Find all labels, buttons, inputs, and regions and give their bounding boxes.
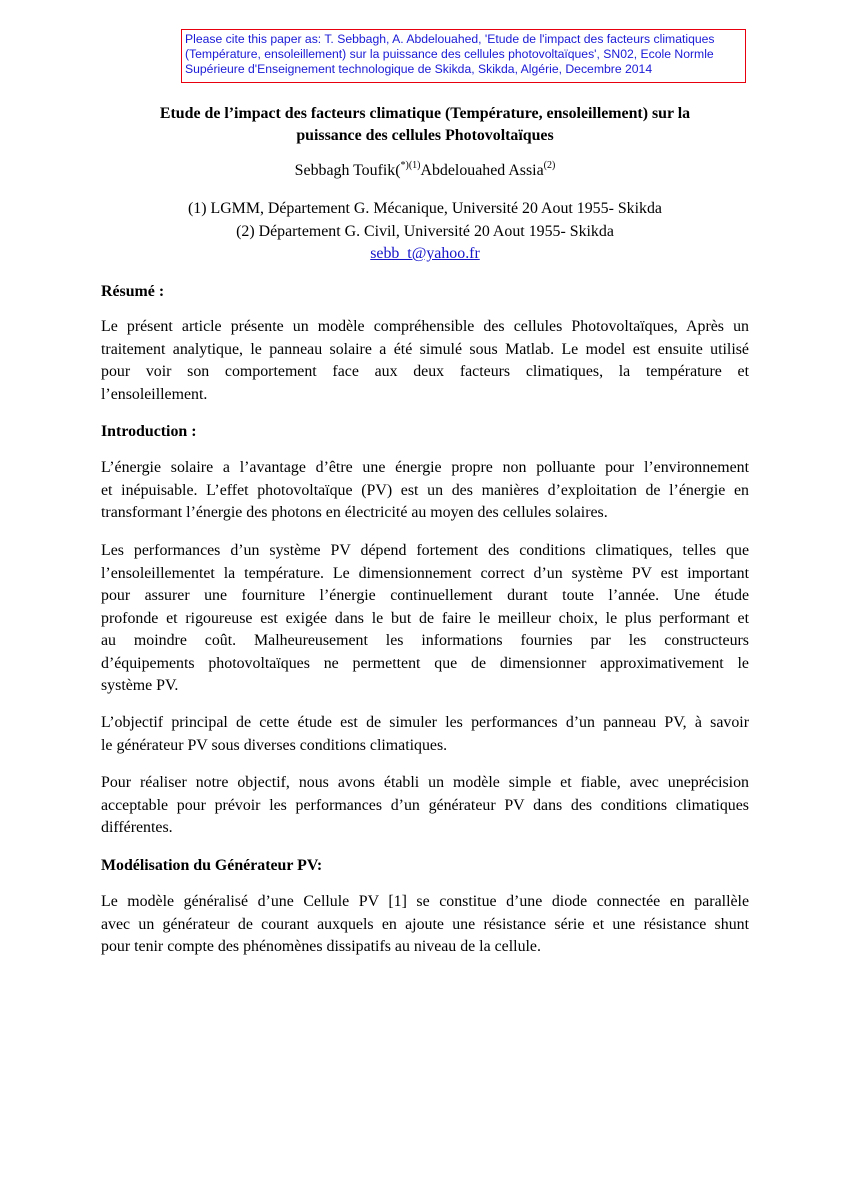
section-heading-introduction: Introduction :	[101, 423, 197, 440]
text-line: Le présent article présente un modèle compréhensible des cellules Photovoltaïques, Après un	[101, 318, 749, 335]
resume-paragraph	[101, 316, 749, 406]
text-line: le générateur PV sous diverses conditions climatiques.	[101, 736, 448, 754]
citation-notice	[181, 29, 746, 83]
text-line: pour voir son comportement face aux deux facteurs climatiques, la température et	[101, 363, 749, 380]
citation-line: (Température, ensoleillement) sur la puissance des cellules photovoltaïques', SN02, Ecole Normle	[185, 47, 714, 61]
text-line: l’ensoleillementet la température. Le dimensionnement correct d’un système PV est important	[101, 564, 749, 582]
affiliation-line: (2) Département G. Civil, Université 20 Aout 1955- Skikda	[236, 222, 614, 240]
text-line: L’objectif principal de cette étude est de simuler les performances d’un panneau PV, à savoir	[101, 714, 749, 731]
text-line: pour tenir compte des phénomènes dissipatifs au niveau de la cellule.	[101, 938, 541, 955]
affiliations	[100, 198, 750, 266]
section-heading-resume: Résumé :	[101, 283, 165, 300]
text-line: l’ensoleillement.	[101, 385, 208, 403]
author-list	[100, 160, 750, 184]
text-line: avec un générateur de courant auxquels en ajoute une résistance série et une résistance shunt	[101, 915, 749, 933]
text-line: traitement analytique, le panneau solaire a été simulé sous Matlab. Le model est ensuite utilisé	[101, 340, 749, 358]
text-line: L’énergie solaire a l’avantage d’être une énergie propre non polluante pour l’environnement	[101, 459, 749, 476]
author-name: Abdelouahed Assia	[420, 162, 544, 179]
introduction-paragraph	[101, 540, 749, 698]
text-line: Les performances d’un système PV dépend fortement des conditions climatiques, telles que	[101, 542, 749, 559]
text-line: différentes.	[101, 819, 173, 836]
introduction-paragraph	[101, 457, 749, 525]
affiliation-line: (1) LGMM, Département G. Mécanique, Université 20 Aout 1955- Skikda	[188, 200, 662, 217]
author-email-link[interactable]: sebb_t@yahoo.fr	[370, 245, 480, 262]
author-affiliation-mark: (2)	[543, 160, 556, 171]
author-name: Sebbagh Toufik(	[294, 162, 401, 179]
paper-title	[100, 103, 750, 147]
author-affiliation-mark: *)(1)	[400, 160, 421, 171]
section-heading-modelisation: Modélisation du Générateur PV:	[101, 857, 323, 874]
text-line: transformant l’énergie des photons en électricité au moyen des cellules solaires.	[101, 504, 608, 521]
citation-line: Please cite this paper as: T. Sebbagh, A. Abdelouahed, 'Etude de l'impact des facteurs climatiques	[185, 32, 715, 46]
text-line: Le modèle généralisé d’une Cellule PV [1] se constitue d’une diode connectée en parallèle	[101, 893, 749, 910]
modelisation-paragraph	[101, 891, 749, 959]
citation-line: Supérieure d'Enseignement technologique de Skikda, Skikda, Algérie, Decembre 2014	[185, 62, 653, 76]
text-line: au moindre coût. Malheureusement les informations fournies par les constructeurs	[101, 632, 749, 649]
text-line: système PV.	[101, 677, 179, 694]
introduction-paragraph	[101, 712, 749, 757]
text-line: et inépuisable. L’effet photovoltaïque (PV) est un des manières d’exploitation de l’énergie en	[101, 481, 749, 499]
text-line: d’équipements photovoltaïques ne permettent que de dimensionner approximativement le	[101, 654, 749, 672]
introduction-paragraph	[101, 772, 749, 840]
text-line: Pour réaliser notre objectif, nous avons établi un modèle simple et fiable, avec uneprécision	[101, 774, 749, 791]
paper-title-line: puissance des cellules Photovoltaïques	[296, 127, 554, 144]
paper-title-line: Etude de l’impact des facteurs climatique (Température, ensoleillement) sur la	[159, 105, 691, 122]
text-line: pour assurer une fourniture l’énergie continuellement durant toute l’année. Une étude	[101, 587, 749, 604]
text-line: profonde et rigoureuse est exigée dans le but de faire le meilleur choix, le plus performant et	[101, 609, 749, 627]
text-line: acceptable pour prévoir les performances d’un générateur PV dans des conditions climatiques	[101, 796, 749, 814]
